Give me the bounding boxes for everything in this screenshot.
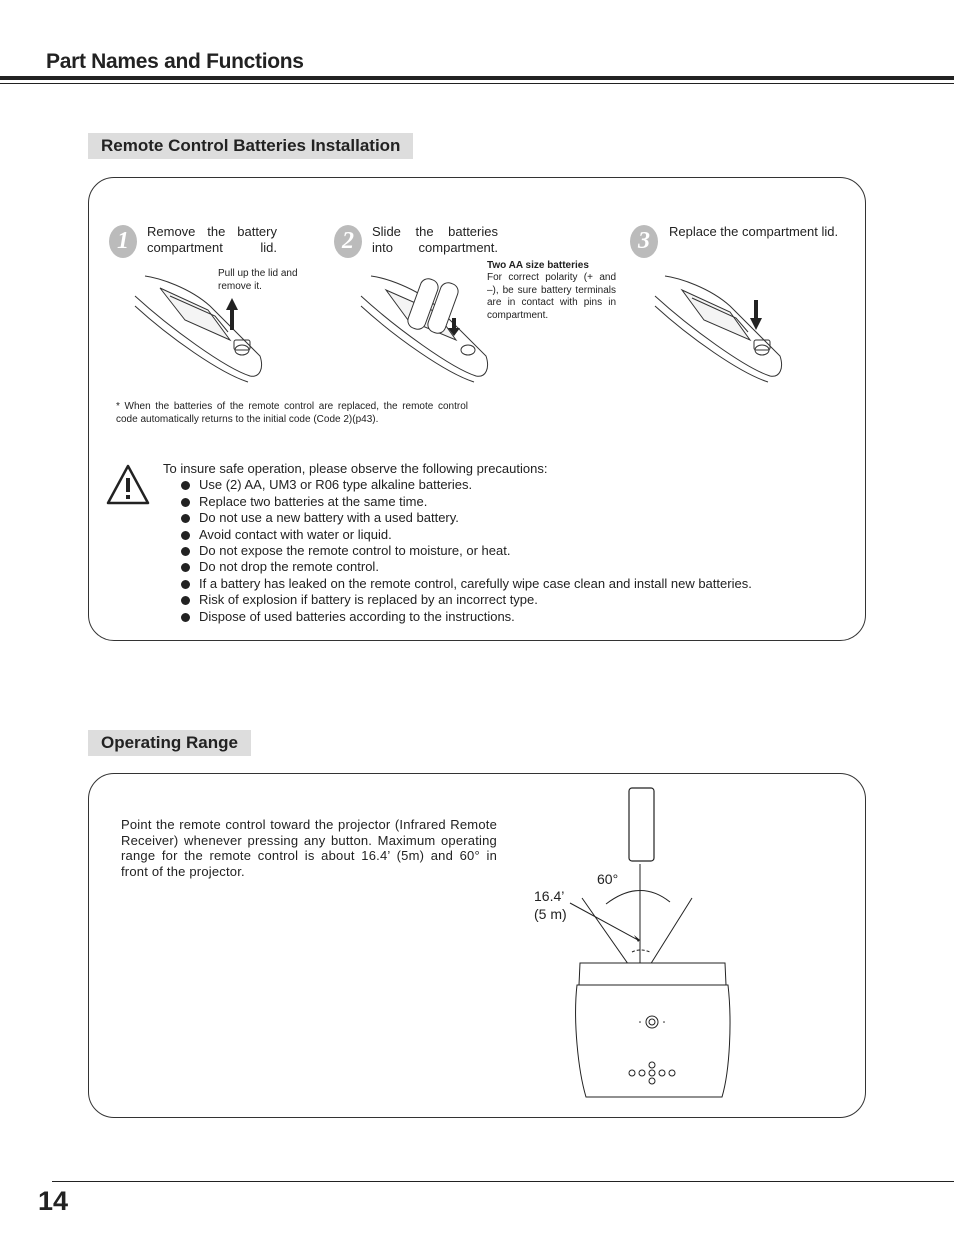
step-number-1: 1 [109, 225, 137, 258]
operating-range-description: Point the remote control toward the projector (Infrared Remote Receiver) whenever pressing any button. Maximum operating range for the remote control is about 16.4’ (5m) and 60° in front of the projector. [121, 817, 497, 879]
page-number: 14 [38, 1186, 69, 1216]
step-2-text: Slide the batteries into compartment. [372, 224, 498, 255]
distance-label-meters: (5 m) [534, 906, 567, 922]
remote-control-shape [629, 788, 654, 861]
remote-lid-replace-illustration [650, 268, 790, 383]
step-2-callout: For correct polarity (+ and –), be sure battery terminals are in contact with pins in compartment. [487, 272, 616, 321]
precaution-item: Avoid contact with water or liquid. [181, 527, 843, 543]
step-2-callout-title: Two AA size batteries [487, 260, 589, 271]
precaution-item: Do not use a new battery with a used battery. [181, 510, 843, 526]
step-1-callout: Pull up the lid and remove it. [218, 268, 298, 292]
code-reset-note: * When the batteries of the remote control are replaced, the remote control code automatically returns to the initial code (Code 2)(p43). [116, 401, 468, 425]
precaution-item: Risk of explosion if battery is replaced by an incorrect type. [181, 592, 843, 608]
warning-triangle-icon [105, 463, 151, 507]
section-label-batteries: Remote Control Batteries Installation [88, 133, 413, 159]
distance-label-feet: 16.4’ [534, 888, 565, 904]
title-rule [0, 76, 954, 80]
precaution-item: Do not drop the remote control. [181, 559, 843, 575]
precautions-list [181, 477, 843, 625]
precautions-block [163, 461, 843, 625]
page-title: Part Names and Functions [46, 50, 304, 73]
step-3-text: Replace the compartment lid. [669, 224, 839, 239]
remote-battery-insert-illustration [356, 268, 496, 383]
precaution-item: Use (2) AA, UM3 or R06 type alkaline batteries. [181, 477, 843, 493]
step-1-text: Remove the battery compartment lid. [147, 224, 277, 255]
step-number-2: 2 [334, 225, 362, 258]
title-rule-thin [0, 83, 954, 84]
precaution-item: If a battery has leaked on the remote control, carefully wipe case clean and install new batteries. [181, 576, 843, 592]
precautions-intro: To insure safe operation, please observe the following precautions: [163, 461, 548, 476]
angle-label: 60° [597, 871, 619, 887]
precaution-item: Dispose of used batteries according to the instructions. [181, 609, 843, 625]
section-label-operating-range: Operating Range [88, 730, 251, 756]
operating-range-diagram [560, 780, 750, 1100]
footer-rule [52, 1181, 954, 1182]
precaution-item: Do not expose the remote control to moisture, or heat. [181, 543, 843, 559]
step-number-3: 3 [630, 225, 658, 258]
remote-lid-removal-illustration [130, 268, 270, 383]
precaution-item: Replace two batteries at the same time. [181, 494, 843, 510]
